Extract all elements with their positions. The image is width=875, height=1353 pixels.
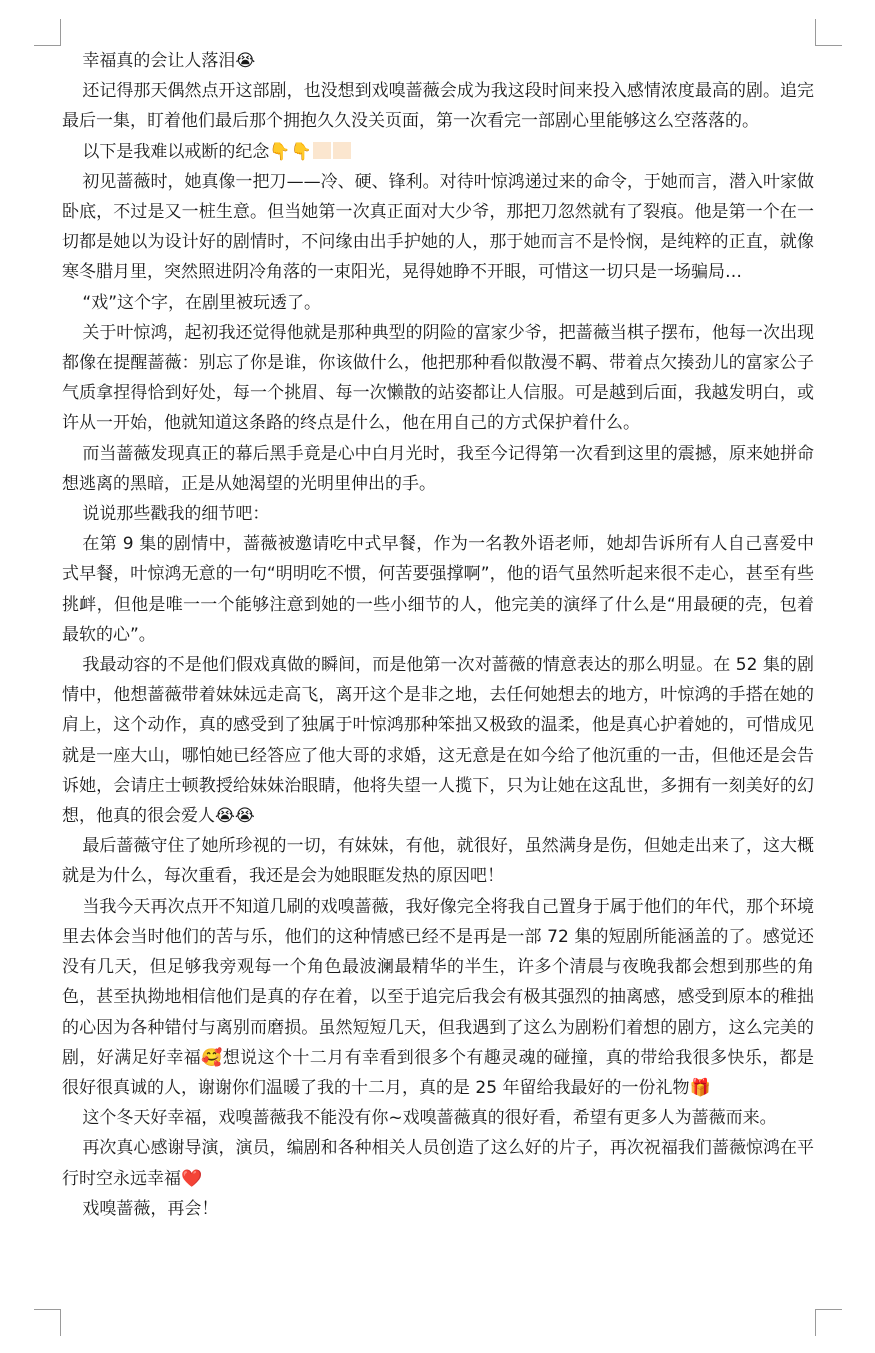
paragraph: 最后蔷薇守住了她所珍视的一切，有妹妹，有他，就很好，虽然满身是伤，但她走出来了，这大概就是为什么，每次重看，我还是会为她眼眶发热的原因吧！ — [62, 836, 814, 887]
redacted-block — [333, 142, 351, 159]
paragraph: 而当蔷薇发现真正的幕后黑手竟是心中白月光时，我至今记得第一次看到这里的震撼，原来她拼命想逃离的黑暗，正是从她渴望的光明里伸出的手。 — [62, 443, 814, 494]
document-body — [62, 46, 814, 1224]
paragraph: 初见蔷薇时，她真像一把刀——冷、硬、锋利。对待叶惊鸿递过来的命令，于她而言，潜入叶家做卧底，不过是又一桩生意。但当她第一次真正面对大少爷，那把刀忽然就有了裂痕。他是第一个在一切都是她以为设计好的剧情时，不问缘由出手护她的人，那于她而言不是怜悯，是纯粹的正直，就像寒冬腊月里，突然照进阴冷角落的一束阳光，晃得她睁不开眼，可惜这一切只是一场骗局… — [62, 171, 814, 283]
paragraph: 再次真心感谢导演，演员，编剧和各种相关人员创造了这么好的片子，再次祝福我们蔷薇惊鸿在平行时空永远幸福❤️ — [62, 1138, 814, 1189]
paragraph: 这个冬天好幸福，戏嗅蔷薇我不能没有你~戏嗅蔷薇真的很好看，希望有更多人为蔷薇而来。 — [82, 1108, 777, 1129]
paragraph: 关于叶惊鸿，起初我还觉得他就是那种典型的阴险的富家少爷，把蔷薇当棋子摆布，他每一次出现都像在提醒蔷薇：别忘了你是谁，你该做什么，他把那种看似散漫不羁、带着点欠揍劲儿的富家公子气质拿捏得恰到好处，每一个挑眉、每一次懒散的站姿都让人信服。可是越到后面，我越发明白，或许从一开始，他就知道这条路的终点是什么，他在用自己的方式保护着什么。 — [62, 322, 814, 434]
paragraph-keepsake — [62, 137, 814, 167]
keepsake-text: 以下是我难以戒断的纪念👇👇 — [82, 141, 312, 162]
paragraph-closing: 戏嗅蔷薇，再会！ — [82, 1198, 219, 1219]
paragraph: 还记得那天偶然点开这部剧，也没想到戏嗅蔷薇会成为我这段时间来投入感情浓度最高的剧。追完最后一集，盯着他们最后那个拥抱久久没关页面，第一次看完一部剧心里能够这么空落落的。 — [62, 81, 814, 132]
paragraph: 在第 9 集的剧情中，蔷薇被邀请吃中式早餐，作为一名教外语老师，她却告诉所有人自己喜爱中式早餐，叶惊鸿无意的一句“明明吃不惯，何苦要强撑啊”，他的语气虽然听起来很不走心，甚至有些挑衅，但他是唯一一个能够注意到她的一些小细节的人，他完美的演绎了什么是“用最硬的壳，包着最软的心”。 — [62, 534, 814, 645]
paragraph: 我最动容的不是他们假戏真做的瞬间，而是他第一次对蔷薇的情意表达的那么明显。在 52 集的剧情中，他想蔷薇带着妹妹远走高飞，离开这个是非之地，去任何她想去的地方，叶惊鸿的手搭在她的肩上，这个动作，真的感受到了独属于叶惊鸿那种笨拙又极致的温柔，他是真心护着她的，可惜成见就是一座大山，哪怕她已经答应了他大哥的求婚，这无意是在如今给了他沉重的一击，但他还是会告诉她，会请庄士顿教授给妹妹治眼睛，他将失望一人揽下，只为让她在这乱世，多拥有一刻美好的幻想，他真的很会爱人😭😭 — [62, 655, 814, 827]
margin-mark-bottom-right — [815, 1309, 842, 1336]
redacted-block — [313, 142, 331, 159]
paragraph-title: 幸福真的会让人落泪😭 — [82, 51, 256, 71]
paragraph: 说说那些戳我的细节吧： — [82, 504, 270, 525]
margin-mark-top-right — [815, 19, 842, 46]
margin-mark-bottom-left — [34, 1309, 61, 1336]
paragraph: 当我今天再次点开不知道几刷的戏嗅蔷薇，我好像完全将我自己置身于属于他们的年代，那个环境里去体会当时他们的苦与乐，他们的这种情感已经不是再是一部 72 集的短剧所能涵盖的了。感觉还没有几天，但足够我旁观每一个角色最波澜最精华的半生，许多个清晨与夜晚我都会想到那些的角色，甚至执拗地相信他们是真的存在着，以至于追完后我会有极其强烈的抽离感，感受到原本的稚拙的心因为各种错付与离别而磨损。虽然短短几天，但我遇到了这么为剧粉们着想的剧方，这么完美的剧，好满足好幸福🥰想说这个十二月有幸看到很多个有趣灵魂的碰撞，真的带给我很多快乐，都是很好很真诚的人，谢谢你们温暖了我的十二月，真的是 25 年留给我最好的一份礼物🎁 — [62, 896, 814, 1098]
paragraph: “戏”这个字，在剧里被玩透了。 — [82, 292, 322, 313]
margin-mark-top-left — [34, 19, 61, 46]
